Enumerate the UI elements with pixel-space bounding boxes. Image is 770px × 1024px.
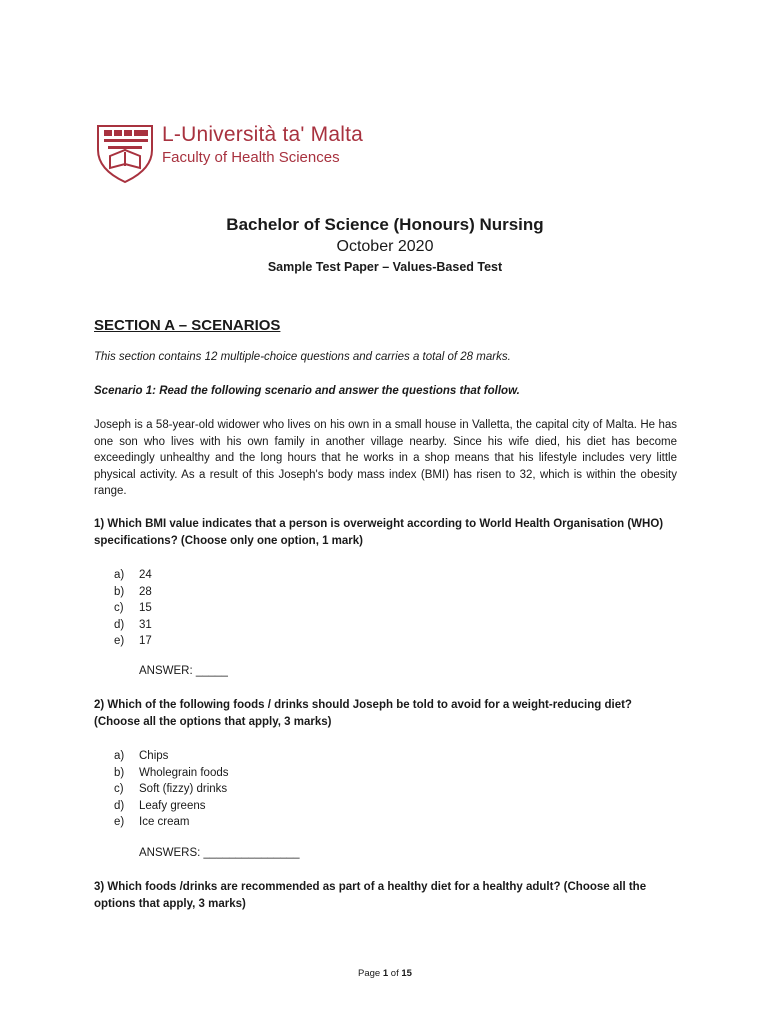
option-text: 31 xyxy=(139,618,152,631)
option-letter: b) xyxy=(114,585,125,598)
option-text: Wholegrain foods xyxy=(139,766,229,779)
option-item xyxy=(114,567,152,584)
option-item xyxy=(114,765,229,782)
option-item xyxy=(114,781,229,798)
option-item xyxy=(114,814,229,831)
option-item xyxy=(114,617,152,634)
question-2-answer-blank: ANSWERS: _______________ xyxy=(139,847,300,859)
option-text: 24 xyxy=(139,569,152,581)
option-item xyxy=(114,600,152,617)
option-item xyxy=(114,633,152,650)
document-title: Bachelor of Science (Honours) Nursing xyxy=(226,215,544,234)
section-title: SECTION A – SCENARIOS xyxy=(94,317,281,334)
option-letter: c) xyxy=(114,602,124,614)
section-intro: This section contains 12 multiple-choice questions and carries a total of 28 marks. xyxy=(94,351,511,363)
option-letter: d) xyxy=(114,618,125,631)
scenario-text: Joseph is a 58-year-old widower who lives on his own in a small house in Valletta, the capital city of Malta. He has one son who lives with his own family in another village nearby. Since his wife died, his diet has become exceedingly unhealthy and the long hours that he works in a shop means that his lifestyle includes very little physical activity. As a result of this Joseph's body mass index (BMI) has risen to 32, which is within the obesity range. xyxy=(94,419,677,498)
question-2-options xyxy=(114,748,229,831)
option-letter: e) xyxy=(114,635,125,647)
university-name: L-Università ta' Malta xyxy=(162,123,363,146)
page-label: Page xyxy=(358,968,381,979)
university-logo xyxy=(94,120,394,184)
university-crest-icon xyxy=(94,120,156,184)
option-text: Soft (fizzy) drinks xyxy=(139,783,228,795)
option-letter: d) xyxy=(114,799,125,812)
page-footer xyxy=(0,968,770,979)
page-of-label: of xyxy=(390,968,399,979)
page-number: 1 xyxy=(382,968,389,979)
document-subtitle: Sample Test Paper – Values-Based Test xyxy=(267,260,503,274)
document-date: October 2020 xyxy=(336,238,434,255)
option-item xyxy=(114,748,229,765)
option-text: 15 xyxy=(139,602,152,614)
option-text: 17 xyxy=(139,635,152,647)
option-letter: e) xyxy=(114,816,125,828)
question-2: 2) Which of the following foods / drinks should Joseph be told to avoid for a weight-reducing diet? (Choose all the options that apply, 3 marks) xyxy=(94,699,632,728)
question-1-answer-blank: ANSWER: _____ xyxy=(139,665,228,677)
page-total: 15 xyxy=(401,968,412,979)
question-1: 1) Which BMI value indicates that a person is overweight according to World Health Organisation (WHO) specifications? (Choose only one option, 1 mark) xyxy=(94,518,664,547)
option-text: 28 xyxy=(139,585,152,598)
scenario-title: Scenario 1: Read the following scenario and answer the questions that follow. xyxy=(94,385,520,397)
option-text: Ice cream xyxy=(139,816,190,828)
option-letter: a) xyxy=(114,750,125,762)
option-item xyxy=(114,584,152,601)
option-text: Leafy greens xyxy=(139,799,206,812)
question-3: 3) Which foods /drinks are recommended as part of a healthy diet for a healthy adult? (Choose all the options that apply, 3 marks) xyxy=(94,881,647,910)
option-letter: c) xyxy=(114,783,124,795)
option-item xyxy=(114,798,229,815)
option-letter: b) xyxy=(114,766,125,779)
option-text: Chips xyxy=(139,750,169,762)
option-letter: a) xyxy=(114,569,125,581)
question-1-options xyxy=(114,567,152,650)
faculty-name: Faculty of Health Sciences xyxy=(162,149,340,166)
